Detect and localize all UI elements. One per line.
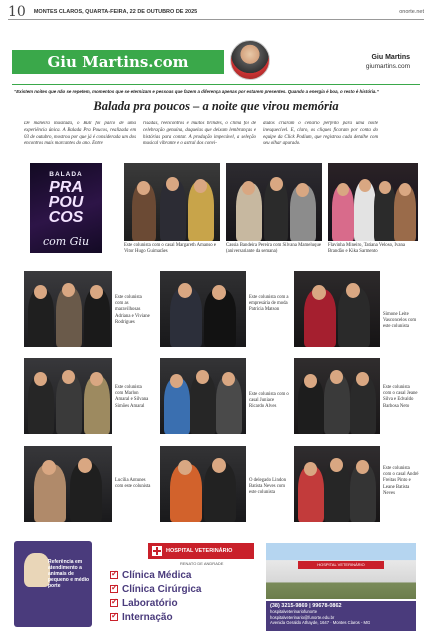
photo-caption: O delegado Lindon Batista Neves com este colunista [249, 478, 287, 496]
hospital-logo [148, 543, 254, 559]
page-header [8, 4, 424, 20]
author-avatar [230, 40, 270, 80]
event-photo [124, 163, 220, 241]
divider [12, 84, 420, 85]
site-link[interactable]: onorte.net [399, 8, 424, 15]
check-icon [110, 613, 118, 621]
event-photo [160, 358, 246, 434]
service-item: ✓ Clínica Cirúrgica [110, 583, 201, 595]
photo-caption: Simone Leite Vasconcelos com este colunista [383, 312, 417, 330]
author-handle[interactable]: giumartins.com [365, 63, 410, 70]
event-logo [30, 163, 102, 253]
event-photo [328, 163, 418, 241]
photo-caption: Este colunista com o casal André Freitas Pinto e Leane Batista Neves [383, 466, 419, 496]
author-name: Giu Martins [371, 54, 410, 61]
article-column-2: risadas, reencontros e muitos brindes, o clima foi de celebração genuína, daquelas que deixam lembranças e histórias para contar. A produção impecável, a seleção musical vibrante e o astral dos convi- [143, 121, 256, 147]
ad-email[interactable]: hospitalveterinario@funorte.edu.br [270, 614, 335, 620]
check-icon [110, 571, 118, 579]
photo-caption: Este colunista com o casal Jeane Silva e Edvaldo Barbosa Neto [383, 385, 418, 409]
event-photo [226, 163, 322, 241]
photo-caption: Este colunista com o casal Juniace Ricardo Alves [249, 392, 289, 410]
article-column-1: De maneira inusitada, o Bull foi palco de uma experiência única. A Balada Pra Poucos, realizada em 03 de outubro, mostrou por que já é considerada um dos encontros mais marcantes do ano. Entre [24, 121, 136, 147]
logo-line-2: PRA [49, 179, 83, 196]
service-item: ✓ Laboratório [110, 597, 178, 609]
logo-line-1: BALADA [49, 171, 83, 178]
advertisement[interactable] [10, 535, 424, 633]
service-item: ✓ Clínica Médica [110, 569, 191, 581]
ad-tagline: Referência em atendimento a animais de pequeno e médio porte [48, 559, 90, 589]
column-title: Giu Martins.com [47, 53, 189, 71]
ad-left-panel [14, 541, 92, 627]
column-quote: “Existem noites que não se repetem, momentos que se eternizam e pessoas que fazem a diferença apenas por estarem presentes. Quando a energia é boa, o resto é história.” [14, 89, 379, 94]
photo-caption: Flavinha Mineiro, Tatiana Veloso, Ivana Brandão e Kika Sarmento [328, 243, 406, 255]
event-photo [294, 271, 380, 347]
photo-caption: Cassia Bandeira Pereira com Silvana Mameluque (aniversariante da semana) [226, 243, 321, 255]
hospital-building-photo [266, 543, 416, 599]
column-banner [12, 50, 224, 74]
ad-phone[interactable]: (38) 3215-9869 | 99678-0862 [270, 603, 342, 609]
building-sign: HOSPITAL VETERINÁRIO [298, 561, 384, 569]
event-photo [24, 446, 112, 522]
check-icon [110, 599, 118, 607]
photo-caption: Lucília Antunes com este colunista [115, 478, 151, 490]
page-number: 10 [8, 3, 26, 20]
hospital-subname: RENATO DE ANDRADE [180, 561, 224, 566]
ad-address: Avenida Geraldo Athayde, 1647 · Montes Claros - MG [270, 620, 371, 626]
event-photo [24, 358, 112, 434]
event-photo [160, 271, 246, 347]
service-item: ✓ Internação [110, 611, 173, 623]
photo-caption: Este colunista com o casal Margareth Amanso e Vitor Hugo Guimarães [124, 243, 216, 255]
event-photo [294, 358, 380, 434]
dateline: MONTES CLAROS, QUARTA-FEIRA, 22 DE OUTUBRO DE 2025 [33, 8, 198, 15]
ad-contact [266, 601, 416, 631]
photo-caption: Este colunista com as maravilhosas Adriana e Viviane Rodrigues [115, 295, 150, 325]
event-photo [24, 271, 112, 347]
photo-caption: Este colunista com a empresária de moda Patrícia Matson [249, 295, 289, 313]
cross-icon [152, 546, 162, 556]
photo-caption: Este colunista com Marlon Amaral e Silvana Simões Amaral [115, 385, 149, 409]
event-photo [294, 446, 380, 522]
logo-line-3: POU [48, 194, 84, 211]
logo-line-5: com Giu [42, 235, 90, 248]
event-photo [160, 446, 246, 522]
ad-instagram[interactable]: hospitalveterinariofunorte [270, 609, 318, 615]
check-icon [110, 585, 118, 593]
dog-icon [24, 553, 50, 587]
logo-line-4: COS [48, 209, 84, 226]
article-headline: Balada pra poucos – a noite que virou memória [93, 99, 339, 113]
hospital-name: HOSPITAL VETERINÁRIO [166, 548, 233, 554]
article-column-3: dados criaram o cenário perfeito para uma noite inesquecível. E, claro, os cliques ficaram por conta do equipe da Click Podium, que registrou cada detalhe com seu olhar apurado. [263, 121, 378, 147]
